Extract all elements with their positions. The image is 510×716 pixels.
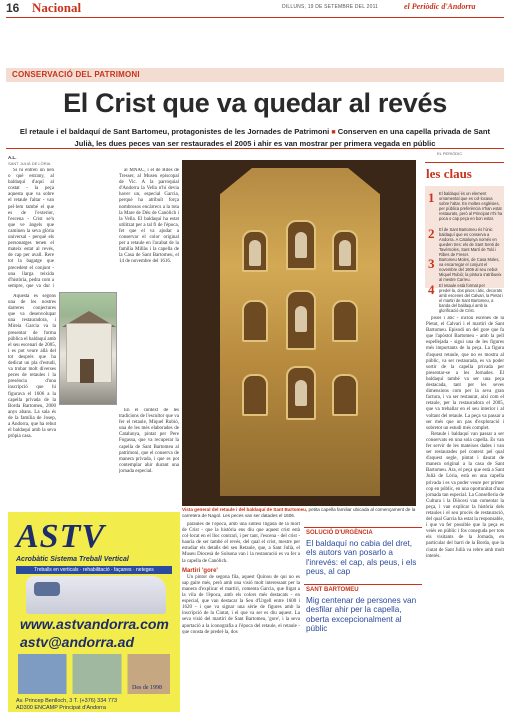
key-text: El retaule està format per predel·la, dos pisos i àtic, decorats amb escenes del Calvari, la Pietat i el martiri de Sant Bartomeu, a banda del baldaquí amb la glorificació de Crist. <box>439 283 503 313</box>
retaule-niche <box>242 300 268 342</box>
section-subheading: Martiri 'gore' <box>182 567 218 574</box>
body-paragraph: paraules de l'època, amb una síntesi lligada de la mort de Crist - que la història ens diu que aquest crist està col·locat en el lloc contrari, i per tant, l'escena - del crist - hauria de ser també el revés, del qual el crist, mestre per estudiar els detalls del seu Retaule, que, a Sant Julià, el Museu Diocesà de Solsona van i la restauració es va fer a la capella de Canòlich. <box>182 522 300 564</box>
sidebar-rule <box>425 162 504 163</box>
saint-figure <box>249 240 261 266</box>
key-item <box>428 256 502 280</box>
retaule-niche <box>332 374 358 416</box>
ad-website-link[interactable]: www.astvandorra.com <box>20 616 169 632</box>
body-paragraph: Aquesta és segons una de les nostres darreres conjectures que va desenvolupar una restauradora, i Mireia Garcia va la presentar de forma pública el baldaquí amb el seu escenari de 2005, i es pot veure allà del tot després que ha dedicat un pla d'estudi, va trobar molt diverses peces de retaules i la presència d'una inscripció que hi figurava el 1606 a la capella privada de la Borda Bartomeu, 2000 anys abans. La sala és de la família de Josep, a Andorra, que ha rebut el baldaquí amb la seva pròpia casa. <box>8 294 56 440</box>
headline: El Crist que va quedar al revés <box>63 88 447 118</box>
body-column-3 <box>119 408 179 506</box>
key-number: 1 <box>428 190 435 205</box>
caption-marker: Vista general del retaule i del baldaquí de Sant Bartomeu, <box>182 507 308 512</box>
key-item <box>428 282 502 312</box>
pull-quote-rule <box>304 527 422 528</box>
astv-advertisement[interactable] <box>8 512 180 712</box>
body-paragraph: Si hi entren un nen o què estrany, al baldaquí d'aquí al costat - la peça aquesta que va sobre el retaule l'altar - van pel·lem també el que es de l'exterior, l'escena - Crist se'n que ve àngels que caminen la seva glòria universal - perquè els personatges tenen el mateix estat al revés, de cap per avall. Rere tot la bagatge que precedent el conjunt - una llarga teixida d'història, pedra com a sempre, que va dur i <box>8 168 54 289</box>
body-column-1 <box>8 168 54 290</box>
ad-brand: ASTV <box>16 518 106 555</box>
pull-quote-label: SANT BARTOMEU <box>306 587 359 593</box>
square-bullet-icon: ■ <box>331 129 336 136</box>
photo-credit: EL PERIÒDIC <box>437 151 463 156</box>
section-name: Nacional <box>32 0 82 15</box>
ad-since: Des de 1998 <box>132 685 162 691</box>
byline: A.L. <box>8 155 17 160</box>
sidebar-title: les claus <box>426 166 472 181</box>
body-column-1b <box>8 294 56 506</box>
key-item <box>428 190 502 226</box>
saint-figure <box>295 380 307 406</box>
body-column-2 <box>119 168 179 280</box>
publication-name: el Periòdic d'Andorra <box>404 2 476 11</box>
key-number: 3 <box>428 256 435 271</box>
subhead-rule <box>6 148 504 149</box>
ad-address-line: Av. Princep Benlloch, 3 T. (+376) 334 773 <box>16 698 118 704</box>
header-rule <box>6 17 504 18</box>
van-image <box>26 576 166 614</box>
subhead <box>14 126 496 149</box>
body-paragraph: Un pintor de segona fila, aquest Quinou de qui no es sap gaire més, però amb una visió molt interessant per la manera d'explicar el martiri, comenta Garcia, que lligat a la vila de l'època, amb els colors més destacats - en especial, que van destacar la Seu d'Urgell entre 1600 i 1620 - i que va signar una sèrie de figures amb la inscripció de la Ciutat, i el que va ser es diu aquest. La seva visió del martiri de Sant Bartomeu, 'gore', i la seva aportació a la iconografia a l'època del retaule, el retaule - que consta de predel·la, dos <box>182 574 300 635</box>
subhead-part1: El retaule i el baldaquí de Sant Bartomeu, protagonistes de les Jornades de Patrimoni <box>19 127 330 136</box>
issue-date: DILLUNS, 19 DE SETEMBRE DEL 2011 <box>282 4 379 10</box>
pull-quote-rule <box>304 584 422 585</box>
pull-quote-label: SOLUCIÓ D'URGÈNCIA <box>306 530 373 536</box>
pull-quote-text: Mig centenar de persones van desfilar ahir per la capella, oberta excepcionalment al públic <box>306 596 417 634</box>
body-paragraph: En el context de les tradicions de l'escultor que va fer el retaule, Miquel Rubió, una de les més elaborades de Catalunya, pintat per Pere Fogassa, que va recuperar la capella de Sant Bartomeu al patrimoni, que el conserva de manera privada, i que es pot contemplar ahir durant una jornada especial. <box>119 408 179 474</box>
key-text: El de Sant Bartomeu és l'únic baldaquí que es conserva a Andorra. A Catalunya només en queden tres: els de Sant Senti de Tavèrnoles, Sant Martí de Toló i Ribes de Freser. <box>439 227 500 257</box>
ad-email-link[interactable]: astv@andorra.ad <box>20 634 135 650</box>
photo-caption <box>182 507 416 518</box>
byline-place: SANT JULIÀ DE LÒRIA <box>8 161 51 166</box>
retaule-niche <box>332 300 358 342</box>
caption-text: petita capella familiar ubicada al començament de la carretera de Nagol. Les peces van ser datades el 1606. <box>182 507 416 518</box>
kicker: CONSERVACIÓ DEL PATRIMONI <box>12 70 140 79</box>
ad-address-line: AD300 ENCAMP Principat d'Andorra <box>16 705 106 711</box>
key-number: 2 <box>428 226 435 241</box>
body-paragraph: Retaule i baldaquí van passar a ser conservats en una sola capella. Es van fer servir de les mateixes dades i van ser restaurades pel context pel qual d'aquest segle, pintat i daurat de manera original a la casa de Sant Bartomeu. Ara, el peça que està a Sant Julià de Lòria, està en una capella privada i es va poder veure per primer cop en públic, en una oportunitat d'una jornada tan especial. La Conselleria de Cultura i la Diòcesi van comentar la peça, i van explicar la història dels retaules i el seu procés de restauració, del qual Garcia ha estat la responsable, i que va fer possible que la peça es veiés en públic i fos coneguda per tots els visitants de la Jornada, en particular del barri de la Borda, que la ciutat de Sant Julià va rebre amb molt interès. <box>426 431 504 559</box>
saint-figure <box>295 232 307 258</box>
ad-banner-text: Treballs en verticals · rehabilitació · façanes · neteges <box>34 567 154 573</box>
ad-tagline: Acrobàtic Sistema Treball Vertical <box>16 556 129 563</box>
saint-figure <box>295 306 307 332</box>
key-text: Bartomeu Moles, de Casa Moles, va encarregar el conjunt el novembre del 1606 al seu nebot Miquel Rubió; la pintura s'atribueix al mestre Carreu. <box>439 257 502 282</box>
page-number: 16 <box>6 1 20 15</box>
chapel-photo <box>59 292 117 405</box>
retaule-photo <box>182 160 416 506</box>
key-number: 4 <box>428 282 435 297</box>
saint-figure <box>339 240 351 266</box>
chapel-door <box>80 359 94 383</box>
subhead-part2: Conserven en una capella privada de Sant Julià, les dues peces van ser restaurades el 2005 i ahir es van mostrar per primera vegada en públic <box>74 127 491 148</box>
ad-banner <box>16 566 172 574</box>
body-paragraph: al MNAC, i el de Rites de Tresser, al Museu episcopal de Vic. A la parroquial d'Andorra la Vella n'hi devia haver un, especial Garcia, perquè ha atribuït força nombrosos encàrrecs a la tota la Mare de Déu de Canòlich i la Vella. El baldaquí ha estat utilitzat per a tal fi de l'època, fet que el va ajudar a conservar el color original per a retaule en l'acabat de la família Millàs i la capella de la Casa de Sant Bartomeu, el 14 de novembre del 1616. <box>119 168 179 265</box>
key-item <box>428 226 502 257</box>
body-paragraph: pisos i àtic - inclou escenes de la Pietat, el Calvari i el martiri de Sant Bartomeu. Episodi un del gore que fa que l'apòstol Bartomeu - amb la pell espellejada - sigui una de les figures més importants de la peça. La figura d'aquest retaule, que no es mostra al públic, va ser restaurada, es va poder sortir de la capella privada per presentar-se a les Jornades. El baldaquí també va ser una peça destacada, tant per les seves dimensions com per la seva gran factura, i va ser restaurat, així com el retaule, per la restauradora el 2005, que va treballar en el seu interior i al voltant del retaule. La peça va passar a ser més que un pas d'exploració i sobretot un estudi més complet. <box>426 316 504 431</box>
key-text: El baldaquí és un element ornamental que es col·locava sobre l'altar. En moltes esglésies, per pública preferència n'han estat restaurats, però al Principat n'hi ha poca o cap peça en bon estat. <box>439 191 503 221</box>
body-column-4 <box>182 522 300 712</box>
body-column-5 <box>426 316 504 712</box>
pull-quote-text: El baldaquí no cabia del dret, els autors van posarlo a l'inrevés: el cap, als peus, i els peus, al cap <box>306 539 417 577</box>
retaule-niche <box>242 374 268 416</box>
